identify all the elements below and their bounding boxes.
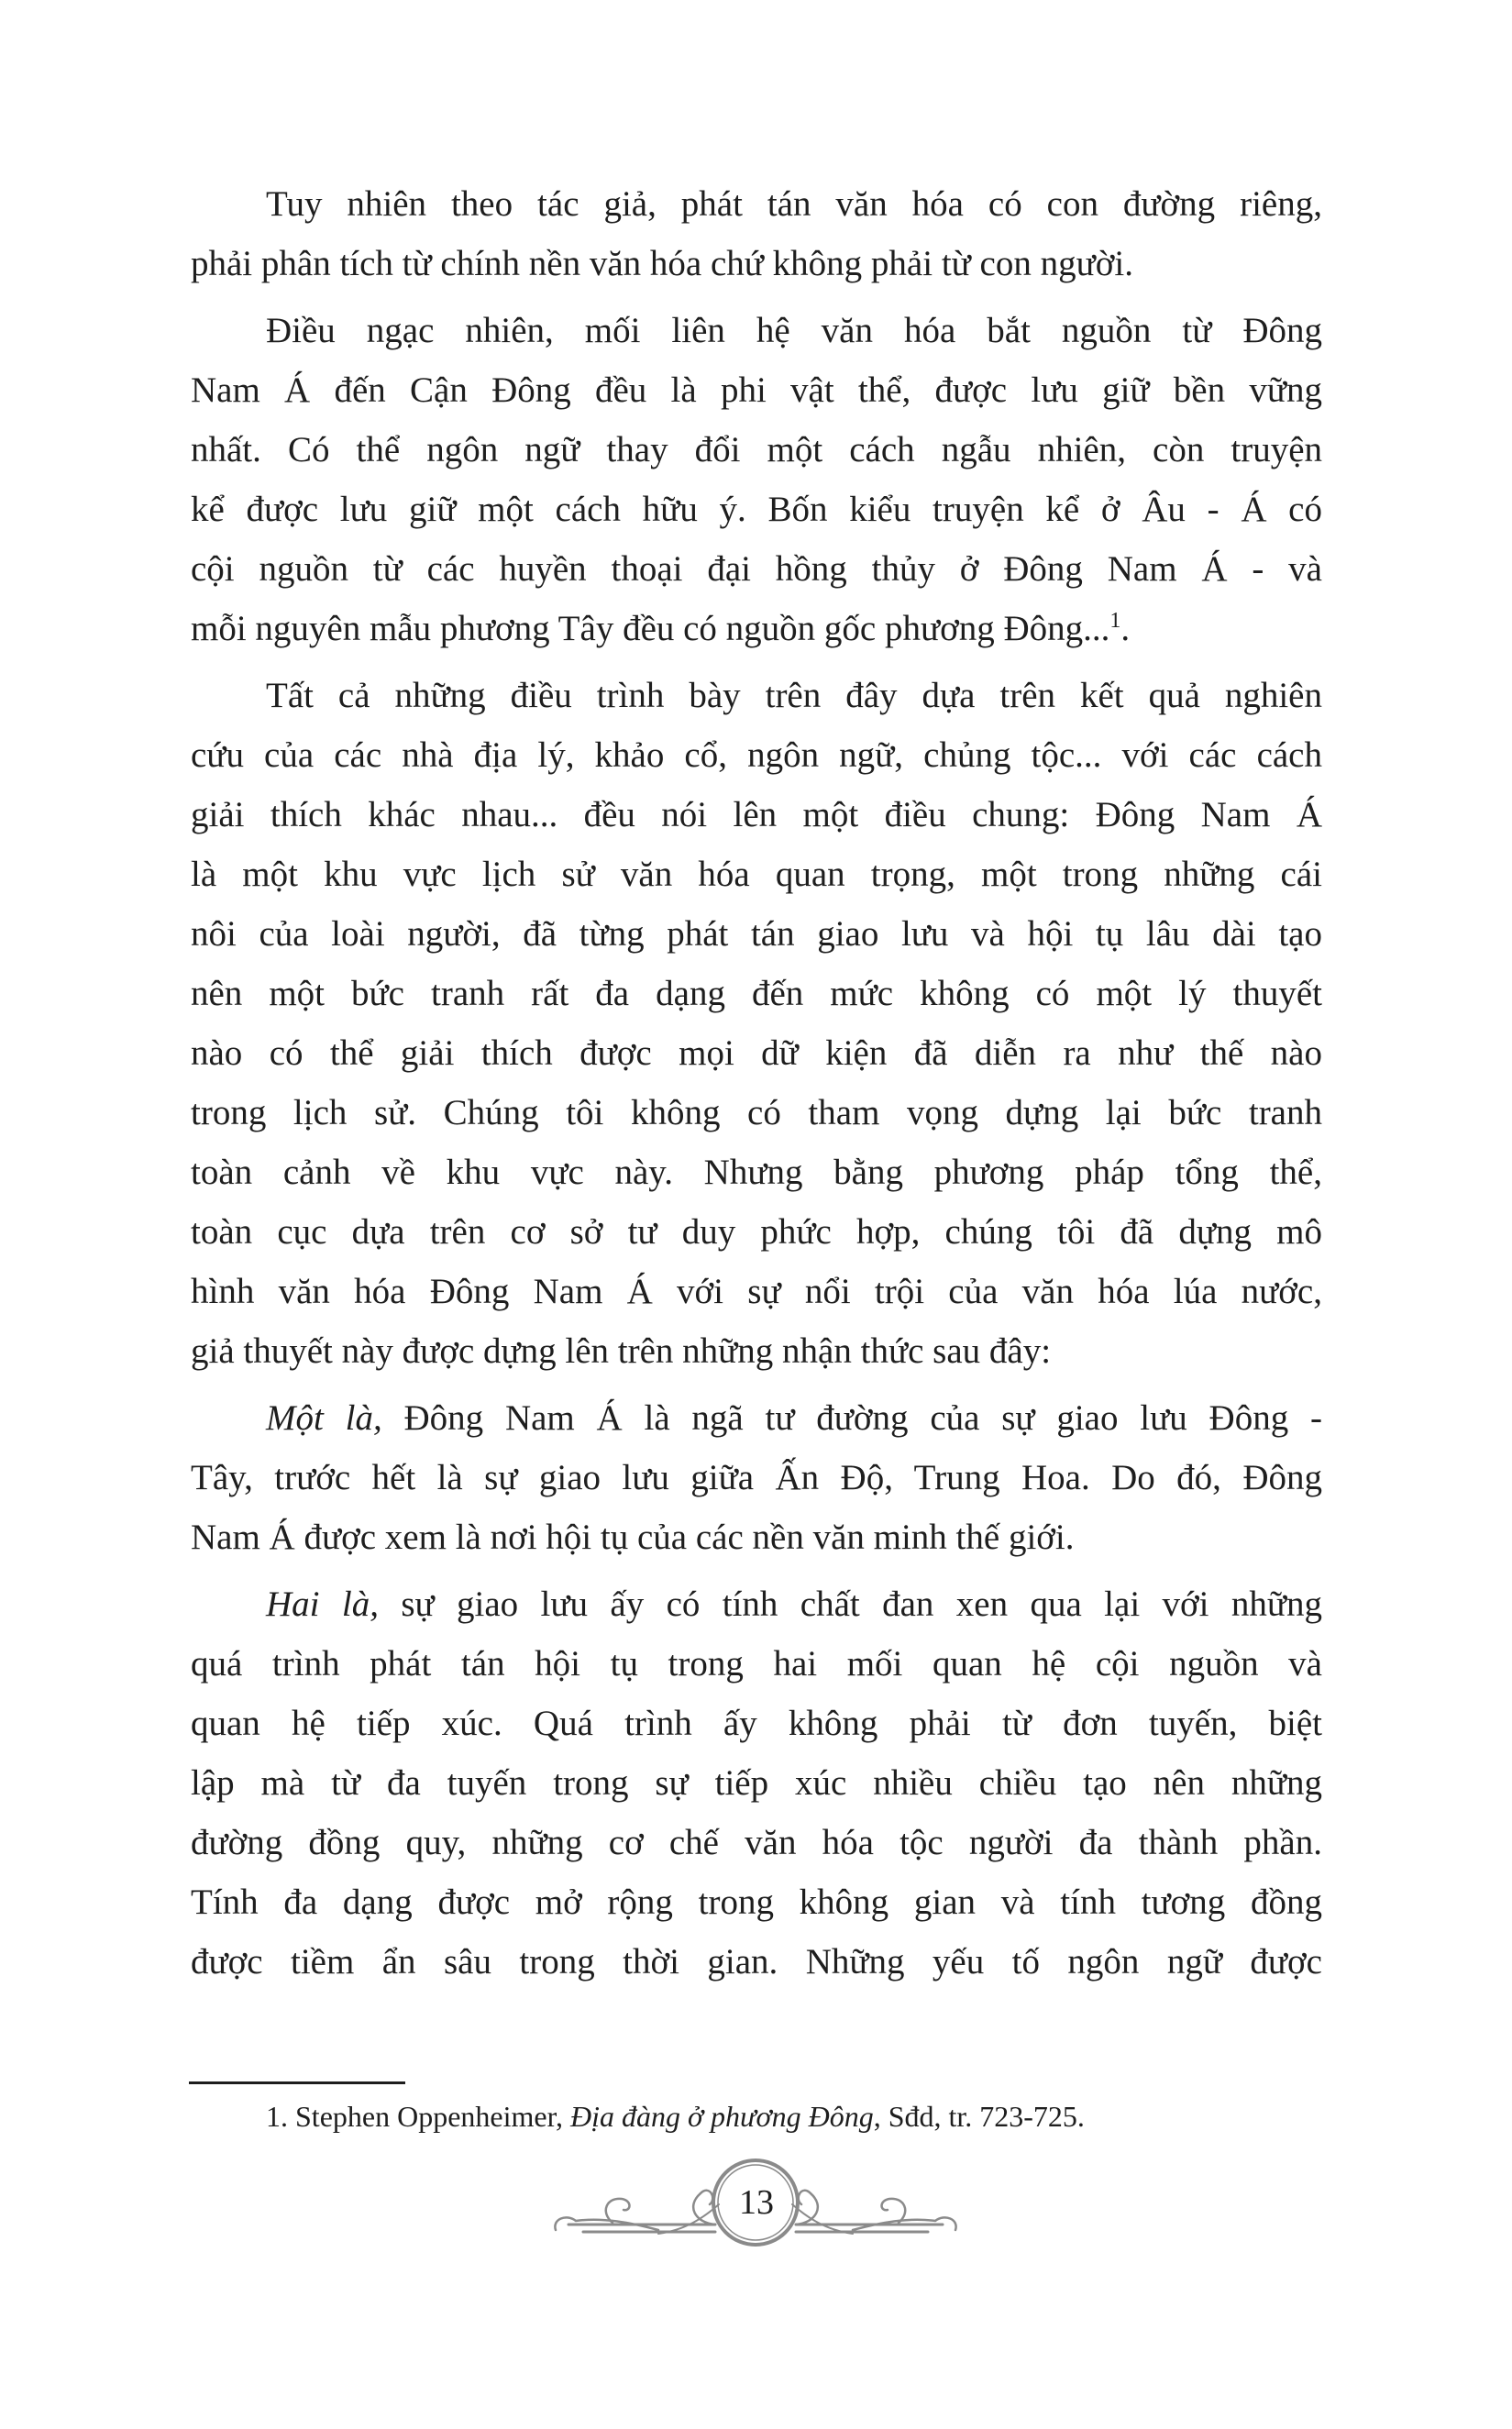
text-line bbox=[191, 1574, 1322, 1634]
text-line: lập mà từ đa tuyến trong sự tiếp xúc nhiều chiều tạo nên những bbox=[191, 1763, 1322, 1803]
text-line: giả thuyết này được dựng lên trên những nhận thức sau đây: bbox=[191, 1331, 1052, 1371]
text-line: toàn cảnh về khu vực này. Nhưng bằng phương pháp tổng thể, bbox=[191, 1153, 1322, 1192]
footnote bbox=[266, 2098, 1366, 2135]
text-line bbox=[191, 1388, 1322, 1448]
text-line: Tuy nhiên theo tác giả, phát tán văn hóa có con đường riêng, bbox=[266, 184, 1322, 224]
paragraph-2 bbox=[191, 301, 1322, 658]
text-line: kể được lưu giữ một cách hữu ý. Bốn kiểu truyện kể ở Âu - Á có bbox=[191, 490, 1322, 529]
text-line: giải thích khác nhau... đều nói lên một điều chung: Đông Nam Á bbox=[191, 795, 1322, 834]
text-line: Tính đa dạng được mở rộng trong không gian và tính tương đồng bbox=[191, 1882, 1322, 1922]
text-line: quá trình phát tán hội tụ trong hai mối quan hệ cội nguồn và bbox=[191, 1644, 1322, 1684]
paragraph-5 bbox=[191, 1574, 1322, 1992]
text-line: toàn cục dựa trên cơ sở tư duy phức hợp, chúng tôi đã dựng mô bbox=[191, 1212, 1322, 1252]
sentence-end: . bbox=[1120, 609, 1131, 648]
text-line-content: mỗi nguyên mẫu phương Tây đều có nguồn gốc phương Đông... bbox=[191, 609, 1110, 648]
text-line: phải phân tích từ chính nền văn hóa chứ không phải từ con người. bbox=[191, 244, 1133, 283]
text-line: cội nguồn từ các huyền thoại đại hồng thủy ở Đông Nam Á - và bbox=[191, 549, 1322, 589]
text-line: nôi của loài người, đã từng phát tán giao lưu và hội tụ lâu dài tạo bbox=[191, 914, 1322, 954]
text-line: nào có thể giải thích được mọi dữ kiện đã diễn ra như thế nào bbox=[191, 1033, 1322, 1073]
paragraph-1 bbox=[191, 174, 1322, 293]
footnote-reference[interactable]: 1 bbox=[1109, 609, 1121, 633]
page-number: 13 bbox=[739, 2183, 774, 2222]
text-line: đường đồng quy, những cơ chế văn hóa tộc người đa thành phần. bbox=[191, 1823, 1322, 1862]
text-line: Nam Á được xem là nơi hội tụ của các nền văn minh thế giới. bbox=[191, 1518, 1075, 1557]
text-line: nhất. Có thể ngôn ngữ thay đổi một cách ngẫu nhiên, còn truyện bbox=[191, 430, 1322, 469]
text-line bbox=[191, 599, 1322, 658]
body-text bbox=[191, 174, 1322, 1999]
text-line: là một khu vực lịch sử văn hóa quan trọng, một trong những cái bbox=[191, 855, 1322, 894]
paragraph-4 bbox=[191, 1388, 1322, 1567]
text-line: nên một bức tranh rất đa dạng đến mức không có một lý thuyết bbox=[191, 974, 1322, 1013]
text-line: được tiềm ẩn sâu trong thời gian. Những yếu tố ngôn ngữ được bbox=[191, 1942, 1322, 1982]
text-line: Tây, trước hết là sự giao lưu giữa Ấn Độ, Trung Hoa. Do đó, Đông bbox=[191, 1458, 1322, 1497]
italic-lead: Một là, bbox=[266, 1398, 382, 1438]
text-line: Điều ngạc nhiên, mối liên hệ văn hóa bắt nguồn từ Đông bbox=[266, 311, 1322, 350]
footnote-author: Stephen Oppenheimer, bbox=[288, 2100, 570, 2133]
text-line-content: sự giao lưu ấy có tính chất đan xen qua lại với những bbox=[378, 1584, 1322, 1624]
text-line: trong lịch sử. Chúng tôi không có tham vọng dựng lại bức tranh bbox=[191, 1093, 1322, 1132]
text-line: cứu của các nhà địa lý, khảo cổ, ngôn ngữ, chủng tộc... với các cách bbox=[191, 735, 1322, 775]
footnote-separator bbox=[189, 2081, 405, 2084]
text-line: Tất cả những điều trình bày trên đây dựa trên kết quả nghiên bbox=[266, 676, 1322, 715]
footnote-title: Địa đàng ở phương Đông bbox=[569, 2100, 874, 2133]
text-line: hình văn hóa Đông Nam Á với sự nổi trội của văn hóa lúa nước, bbox=[191, 1272, 1322, 1311]
text-line: Nam Á đến Cận Đông đều là phi vật thể, được lưu giữ bền vững bbox=[191, 370, 1322, 410]
text-line-content: Đông Nam Á là ngã tư đường của sự giao lưu Đông - bbox=[381, 1398, 1322, 1438]
footnote-source: , Sđd, tr. 723-725. bbox=[873, 2100, 1085, 2133]
paragraph-3 bbox=[191, 666, 1322, 1381]
text-line: quan hệ tiếp xúc. Quá trình ấy không phải từ đơn tuyến, biệt bbox=[191, 1704, 1322, 1743]
footnote-number: 1. bbox=[266, 2100, 288, 2133]
italic-lead: Hai là, bbox=[266, 1584, 379, 1624]
